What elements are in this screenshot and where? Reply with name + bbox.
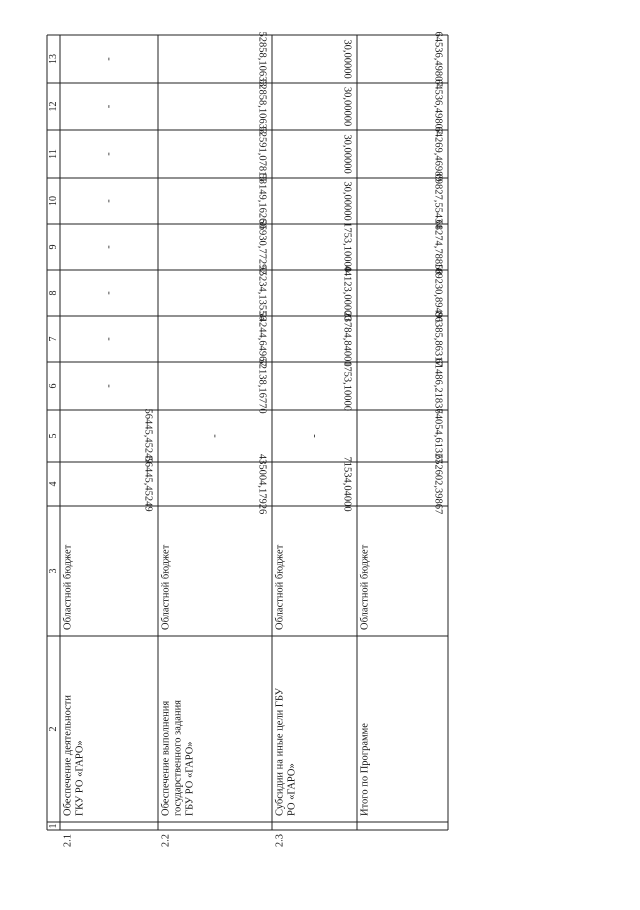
value-cell: - bbox=[103, 245, 115, 249]
value-cell: 1753,10000 bbox=[341, 361, 353, 411]
header-cell: 12 bbox=[47, 101, 59, 112]
header-cell: 1 bbox=[47, 823, 59, 829]
value-cell: - bbox=[103, 152, 115, 156]
value-cell: 56445,45249 bbox=[142, 456, 154, 512]
row-name-line: Итого по Программе bbox=[359, 723, 371, 816]
header-cell: 11 bbox=[47, 149, 59, 159]
value-cell: 54244,64967 bbox=[256, 311, 268, 367]
value-cell: 64269,46989 bbox=[432, 126, 444, 182]
value-cell: 52138,16770 bbox=[256, 358, 268, 414]
table-row bbox=[62, 57, 153, 847]
value-cell: - bbox=[103, 337, 115, 341]
value-cell: 23784,84000 bbox=[341, 311, 353, 367]
row-name-line: Обеспечение деятельности bbox=[62, 695, 74, 816]
value-cell: 44123,00000 bbox=[341, 265, 353, 321]
value-cell: - bbox=[103, 104, 115, 109]
value-cell: 109230,89491 bbox=[432, 262, 444, 324]
header-cell: 7 bbox=[47, 336, 59, 342]
header-cell: 5 bbox=[47, 433, 59, 439]
row-source: Областной бюджет bbox=[274, 544, 286, 630]
value-cell: - bbox=[309, 434, 321, 438]
row-name-line: государственного задания bbox=[172, 699, 184, 816]
value-cell: 52858,10633 bbox=[256, 31, 268, 87]
value-cell: 64536,49807 bbox=[432, 78, 444, 135]
row-name-line: Обеспечение выполнения bbox=[160, 700, 172, 816]
value-cell: 30,00000 bbox=[341, 86, 353, 127]
value-cell: 86385,86317 bbox=[432, 311, 444, 367]
value-cell: 1753,10000 bbox=[341, 222, 353, 272]
value-cell: 56445,45249 bbox=[142, 408, 154, 464]
header-cell: 8 bbox=[47, 290, 59, 296]
value-cell: 52591,07815 bbox=[256, 126, 268, 182]
value-cell: - bbox=[103, 384, 115, 388]
value-cell: 30,00000 bbox=[341, 134, 353, 174]
row-number: 2.3 bbox=[274, 834, 286, 848]
row-name-line: Субсидии на иные цели ГБУ bbox=[274, 687, 286, 816]
value-cell: 71534,04000 bbox=[341, 456, 353, 512]
header-cell: 4 bbox=[47, 481, 59, 487]
value-cell: 30,00000 bbox=[341, 181, 353, 221]
value-cell: 69827,55434 bbox=[432, 173, 444, 229]
header-cell: 9 bbox=[47, 244, 59, 250]
header-cell: 13 bbox=[47, 54, 59, 64]
table-row bbox=[359, 31, 443, 816]
row-source: Областной бюджет bbox=[160, 544, 172, 630]
table-row bbox=[160, 31, 267, 847]
row-name-line: ГБУ РО «ГАРО» bbox=[184, 741, 196, 816]
value-cell: 55234,13556 bbox=[256, 265, 268, 321]
value-cell: 30,00000 bbox=[341, 39, 353, 79]
table-row bbox=[274, 39, 352, 847]
header-row bbox=[48, 54, 59, 829]
row-source: Областной бюджет bbox=[359, 544, 371, 630]
header-cell: 10 bbox=[47, 196, 59, 206]
row-source: Областной бюджет bbox=[62, 544, 74, 630]
value-cell: - bbox=[103, 57, 115, 61]
row-number: 2.1 bbox=[62, 834, 74, 848]
row-number: 2.2 bbox=[160, 834, 172, 848]
header-cell: 2 bbox=[47, 726, 59, 732]
value-cell: 652602,39867 bbox=[432, 453, 444, 515]
value-cell: 56930,77292 bbox=[256, 219, 268, 275]
value-cell: 52858,10633 bbox=[256, 78, 268, 135]
value-cell: 64536,49807 bbox=[432, 31, 444, 87]
row-name-line: ГКУ РО «ГАРО» bbox=[74, 740, 86, 816]
value-cell: 61486,21837 bbox=[432, 358, 444, 414]
value-cell: - bbox=[103, 199, 115, 203]
value-cell: - bbox=[209, 434, 221, 438]
row-name-line: РО «ГАРО» bbox=[286, 763, 298, 816]
header-cell: 3 bbox=[47, 568, 59, 574]
value-cell: - bbox=[103, 291, 115, 295]
value-cell: 64054,61327 bbox=[432, 408, 444, 464]
value-cell: 68274,78858 bbox=[432, 219, 444, 275]
header-cell: 6 bbox=[47, 383, 59, 389]
value-cell: 435004,17926 bbox=[256, 453, 268, 515]
value-cell: 58149,16260 bbox=[256, 173, 268, 229]
